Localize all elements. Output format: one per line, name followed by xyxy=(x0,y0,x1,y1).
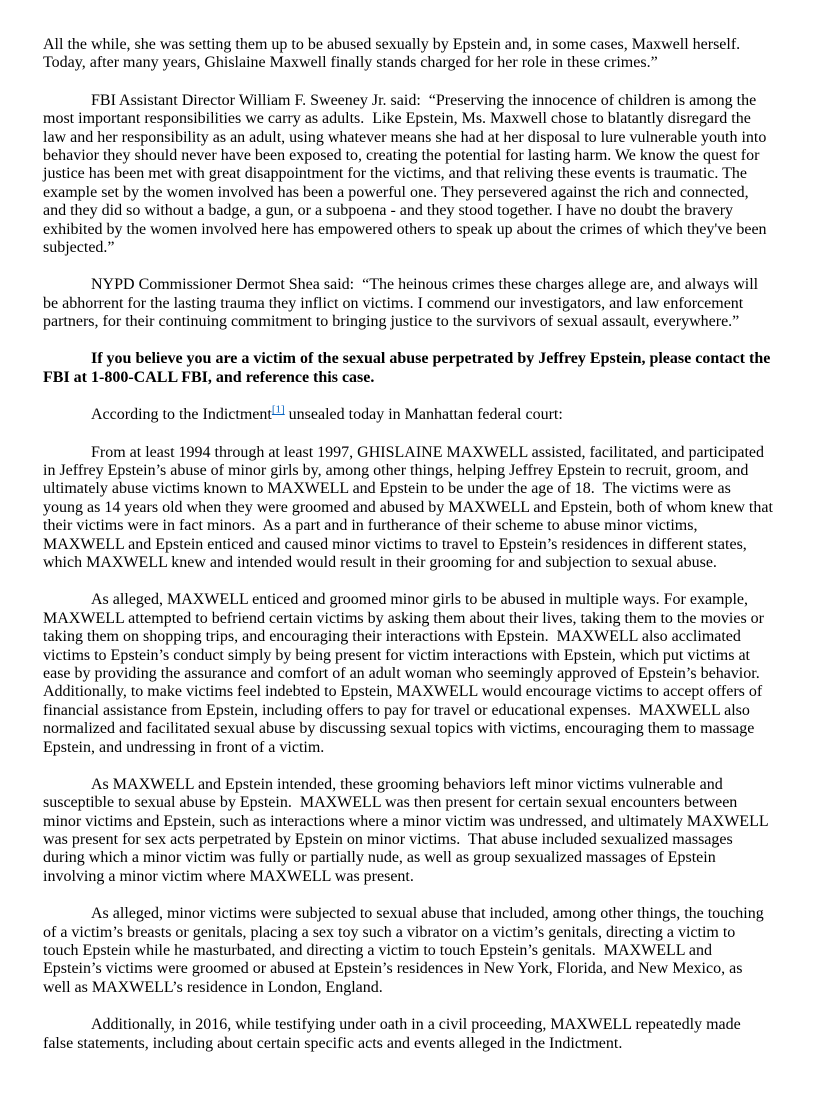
paragraph-fbi-statement: FBI Assistant Director William F. Sweeney Jr. said: “Preserving the innocence of children is among the most important responsibilities we carry as adults. Like Epstein, Ms. Maxwell chose to blatantly disregard the law and her responsibility as an adult, using whatever means she had at her disposal to lure vulnerable youth into behavior they should never have been exposed to, creating the potential for lasting harm. We know the quest for justice has been met with great disappointment for the victims, and that reliving these events is traumatic. The example set by the women involved has been a powerful one. They persevered against the rich and connected, and they did so without a badge, a gun, or a subpoena - and they stood together. I have no doubt the bravery exhibited by the women involved here has empowered others to speak up about the crimes of which they've been subjected.” xyxy=(43,91,771,256)
paragraph-continuation: All the while, she was setting them up to be abused sexually by Epstein and, in some cases, Maxwell herself. Today, after many years, Ghislaine Maxwell finally stands charged for her role in these crimes.” xyxy=(43,36,744,72)
paragraph-sexual-encounters: As MAXWELL and Epstein intended, these grooming behaviors left minor victims vulnerable and susceptible to sexual abuse by Epstein. MAXWELL was then present for certain sexual encounters between minor victims and Epstein, such as interactions where a minor victim was undressed, and ultimately MAXWELL was present for sex acts perpetrated by Epstein on minor victims. That abuse included sexualized massages during which a minor victim was fully or partially nude, as well as group sexualized massages of Epstein involving a minor victim where MAXWELL was present. xyxy=(43,775,773,885)
paragraph-indictment-1994-1997: From at least 1994 through at least 1997, GHISLAINE MAXWELL assisted, facilitated, and participated in Jeffrey Epstein’s abuse of minor girls by, among other things, helping Jeffrey Epstein to recruit, groom, and ultimately abuse victims known to MAXWELL and Epstein to be under the age of 18. The victims were as young as 14 years old when they were groomed and abused by MAXWELL and Epstein, both of whom knew that their victims were in fact minors. As a part and in furtherance of their scheme to abuse minor victims, MAXWELL and Epstein enticed and caused minor victims to travel to Epstein’s residences in different states, which MAXWELL knew and intended would result in their grooming for and subjection to sexual abuse. xyxy=(43,443,777,571)
paragraph-abuse-details: As alleged, minor victims were subjected to sexual abuse that included, among other things, the touching of a victim’s breasts or genitals, placing a sex toy such a vibrator on a victim’s genitals, directing a victim to touch Epstein while he masturbated, and directing a victim to touch Epstein’s genitals. MAXWELL and Epstein’s victims were groomed or abused at Epstein’s residences in New York, Florida, and New Mexico, as well as MAXWELL’s residence in London, England. xyxy=(43,905,768,996)
paragraph-nypd-statement: NYPD Commissioner Dermot Shea said: “The heinous crimes these charges allege are, and always will be abhorrent for the lasting trauma they inflict on victims. I commend our investigators, and law enforcement partners, for their continuing commitment to bringing justice to the survivors of sexual assault, everywhere.” xyxy=(43,276,763,331)
indictment-intro-text-after: unsealed today in Manhattan federal court: xyxy=(284,406,563,424)
paragraph-indictment-intro xyxy=(43,403,773,424)
paragraph-grooming-methods: As alleged, MAXWELL enticed and groomed minor girls to be abused in multiple ways. For example, MAXWELL attempted to befriend certain victims by asking them about their lives, taking them to the movies or taking them on shopping trips, and encouraging their interactions with Epstein. MAXWELL also acclimated victims to Epstein’s conduct simply by being present for victim interactions with Epstein, which put victims at ease by providing the assurance and comfort of an adult woman who seemingly approved of Epstein’s behavior. Additionally, to make victims feel indebted to Epstein, MAXWELL would encourage victims to accept offers of financial assistance from Epstein, including offers to pay for travel or educational expenses. MAXWELL also normalized and facilitated sexual abuse by discussing sexual topics with victims, encouraging them to massage Epstein, and undressing in front of a victim. xyxy=(43,591,769,756)
paragraph-false-statements: Additionally, in 2016, while testifying under oath in a civil proceeding, MAXWELL repeatedly made false statements, including about certain specific acts and events alleged in the Indictment. xyxy=(43,1016,745,1052)
footnote-1-link[interactable]: [1] xyxy=(271,403,285,416)
paragraph-victim-contact-notice: If you believe you are a victim of the sexual abuse perpetrated by Jeffrey Epstein, please contact the FBI at 1-800-CALL FBI, and reference this case. xyxy=(43,350,775,386)
indictment-intro-text-before: According to the Indictment xyxy=(91,406,272,424)
